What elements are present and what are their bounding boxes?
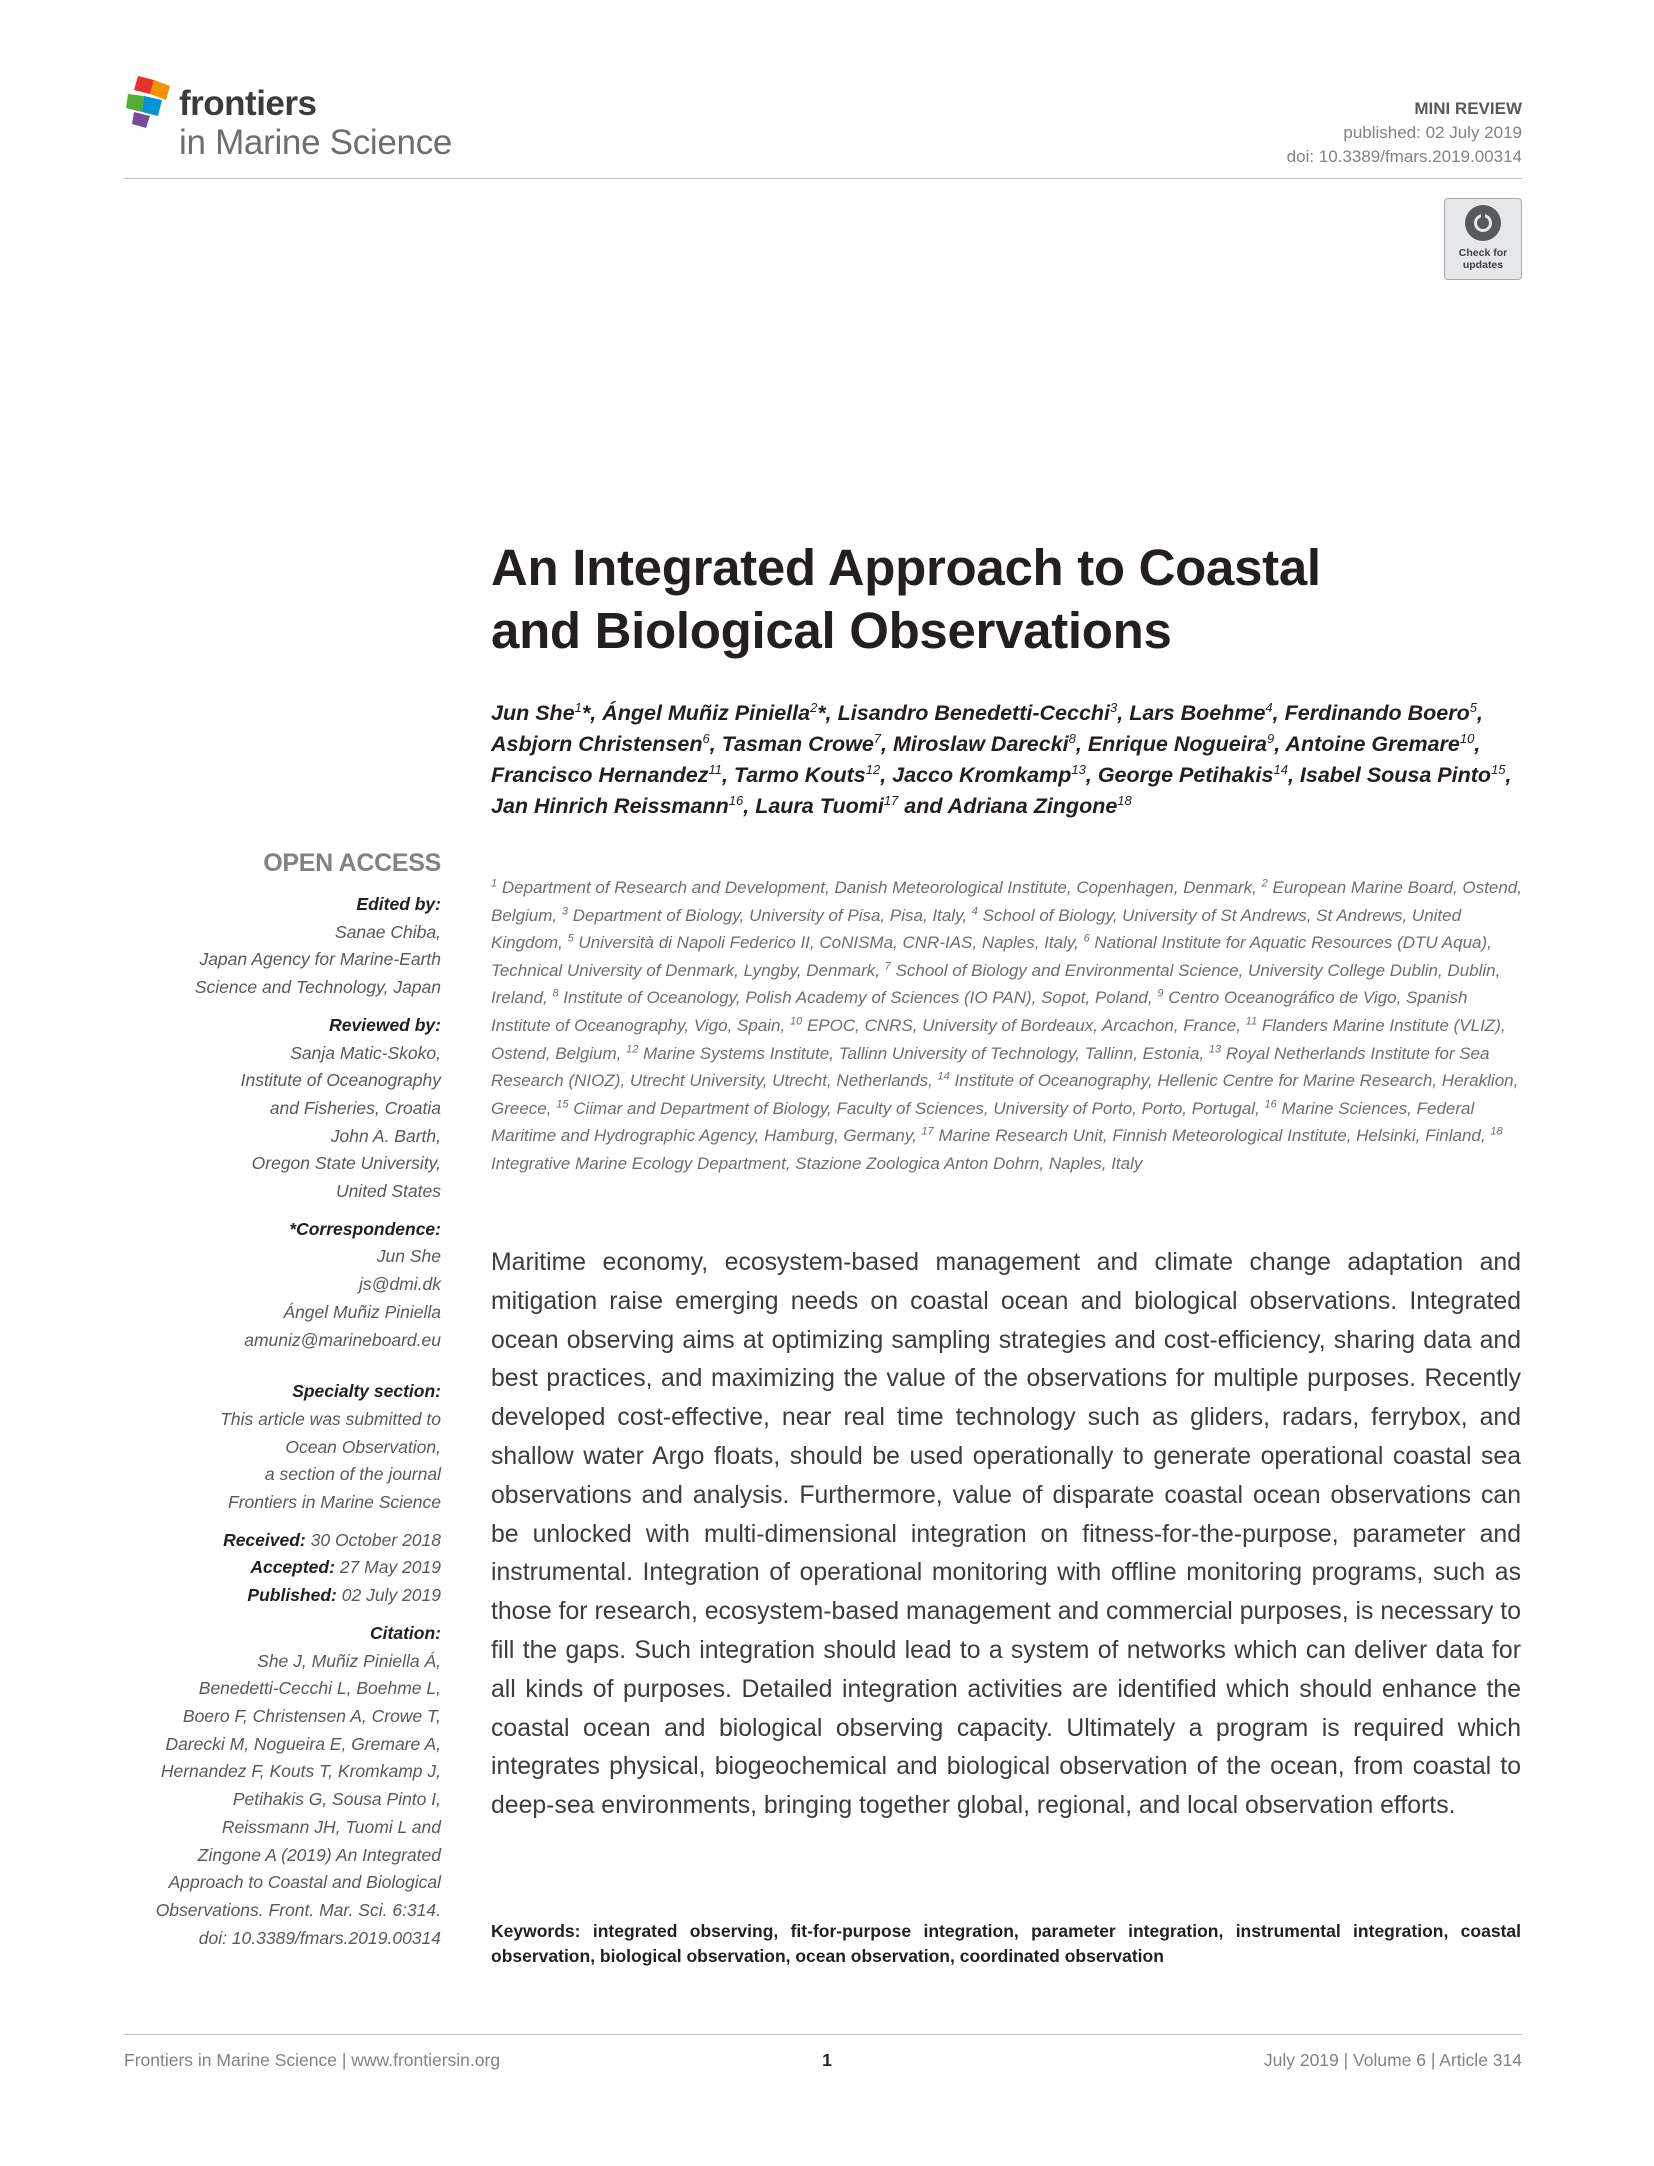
affiliation-text: Università di Napoli Federico II, CoNISMa, CNR-IAS, Naples, Italy, [578, 933, 1079, 953]
author-corresponding-mark: * [817, 701, 826, 725]
keywords [491, 1919, 1521, 1969]
correspondence-name: Jun She [376, 1246, 441, 1267]
received-label: Received: [223, 1529, 306, 1550]
affiliation-number: 18 [1490, 1125, 1503, 1138]
citation-label: Citation: [370, 1622, 441, 1643]
affiliation-number: 15 [556, 1098, 569, 1111]
specialty-section-label: Specialty section: [292, 1381, 441, 1402]
affiliation-text: Institute of Oceanology, Polish Academy of Sciences (IO PAN), Sopot, Poland, [563, 988, 1153, 1008]
affiliation-number: 13 [1208, 1042, 1222, 1055]
author[interactable] [602, 701, 825, 725]
reviewer-line: Oregon State University, [251, 1153, 441, 1174]
affiliation-number: 9 [1157, 987, 1164, 1000]
published-value: 02 July 2019 [341, 1585, 441, 1606]
affiliation [568, 933, 1079, 952]
reviewer-line: Institute of Oceanography [240, 1070, 441, 1091]
page-number: 1 [822, 2050, 832, 2070]
brand-name: frontiers [179, 84, 317, 123]
affiliation [556, 1099, 1260, 1118]
author-affiliation-number: 12 [865, 761, 881, 777]
check-for-updates-badge[interactable] [1444, 198, 1522, 280]
citation-line: Observations. Front. Mar. Sci. 6:314. [155, 1899, 441, 1920]
author[interactable] [893, 732, 1076, 756]
author-affiliation-number: 14 [1273, 761, 1288, 777]
affiliation-text: Royal Netherlands Institute for Sea Research (NIOZ), Utrecht University, Utrecht, Netherlands, [491, 1043, 1490, 1091]
affiliation-number: 17 [921, 1125, 934, 1138]
affiliation [922, 1126, 1486, 1145]
affiliation-number: 1 [491, 877, 498, 890]
affiliation-text: National Institute for Aquatic Resources (DTU Aqua), Technical University of Denmark, Lyngby, Denmark, [491, 933, 1492, 980]
citation-line: She J, Muñiz Piniella Á, [257, 1650, 441, 1671]
correspondence-name: Ángel Muñiz Piniella [283, 1301, 441, 1322]
affiliation-text: School of Biology, University of St Andrews, St Andrews, United Kingdom, [491, 905, 1462, 953]
author[interactable] [1088, 732, 1274, 756]
author-affiliation-number: 15 [1491, 761, 1506, 777]
specialty-line: Ocean Observation, [285, 1436, 441, 1457]
editor-line: Japan Agency for Marine-Earth [199, 949, 441, 970]
footer-journal-link[interactable]: Frontiers in Marine Science | www.frontiersin.org [124, 2050, 501, 2070]
author-affiliation-number: 3 [1110, 699, 1118, 715]
affiliation-list [491, 874, 1522, 1178]
reviewer-line: United States [335, 1181, 441, 1202]
affiliation-text: Marine Sciences, Federal Maritime and Hydrographic Agency, Hamburg, Germany, [491, 1098, 1475, 1146]
editor-line: Sanae Chiba, [334, 921, 441, 942]
author-name: Lars Boehme [1129, 701, 1266, 725]
citation-line: Boero F, Christensen A, Crowe T, [182, 1705, 441, 1726]
author-affiliation-number: 16 [728, 792, 744, 808]
citation-line: Approach to Coastal and Biological [168, 1872, 441, 1893]
published-label: Published: [247, 1585, 337, 1606]
author-affiliation-number: 2 [810, 699, 818, 715]
author-affiliation-number: 5 [1469, 699, 1477, 715]
affiliation [626, 1044, 1204, 1063]
correspondence-label: *Correspondence: [289, 1218, 441, 1239]
affiliation-text: Institute of Oceanography, Hellenic Centre for Marine Research, Heraklion, Greece, [491, 1071, 1519, 1118]
citation-line: Petihakis G, Sousa Pinto I, [232, 1789, 441, 1810]
affiliation-text: Department of Research and Development, Danish Meteorological Institute, Copenhagen, Denmark, [501, 878, 1257, 897]
received-value: 30 October 2018 [310, 1529, 441, 1550]
author-name: Ángel Muñiz Piniella [602, 701, 811, 725]
article-title [491, 536, 1531, 662]
reviewed-by-label: Reviewed by: [329, 1014, 441, 1035]
affiliation-number: 16 [1264, 1098, 1277, 1111]
author[interactable] [948, 794, 1132, 818]
abstract: Maritime economy, ecosystem-based management and climate change adaptation and mitigation raise emerging needs on coastal ocean and biological observations. Integrated ocean observing aims at optimizing sampling strategies and cost-efficiency, sharing data and best practices, and maximizing the value of the observations for multiple purposes. Recently developed cost-effective, near real time technology such as gliders, radars, ferrybox, and shallow water Argo floats, should be used operationally to generate operational coastal sea observations and analysis. Furthermore, value of disparate coastal ocean observations can be unlocked with multi-dimensional integration on fitness-for-the-purpose, parameter and instrumental. Integration of operational monitoring with offline monitoring programs, such as those for research, ecosystem-based management and commercial purposes, is necessary to fill the gaps. Such integration should lead to a system of networks which can deliver data for all kinds of purposes. Detailed integration activities are identified which should enhance the coastal ocean and biological observing capacity. Ultimately a program is required which integrates physical, biogeochemical and biological observation of the ocean, from coastal to deep-sea environments, bringing together global, regional, and local observation efforts. [491, 1249, 1521, 1820]
author[interactable] [892, 763, 1086, 787]
author[interactable] [755, 794, 898, 818]
affiliation-number: 7 [884, 960, 891, 973]
affiliation-text: Marine Systems Institute, Tallinn University of Technology, Tallinn, Estonia, [643, 1043, 1205, 1063]
affiliation-number: 4 [971, 904, 978, 917]
affiliation [790, 1016, 1241, 1035]
author-affiliation-number: 18 [1117, 792, 1132, 808]
editor-line: Science and Technology, Japan [194, 977, 441, 998]
affiliation-text: Flanders Marine Institute (VLIZ), Ostend, Belgium, [491, 1015, 1506, 1063]
author[interactable] [491, 732, 710, 756]
journal-name: in Marine Science [179, 123, 453, 162]
keywords-text: integrated observing, fit-for-purpose integration, parameter integration, instrumental integration, coastal observation, biological observation, ocean observation, coordinated observation [491, 1921, 1521, 1966]
header-divider [124, 178, 1522, 179]
author-name: Isabel Sousa Pinto [1299, 763, 1492, 787]
affiliation-number: 8 [552, 987, 559, 1000]
open-access-label: OPEN ACCESS [263, 849, 441, 877]
accepted-date [124, 1554, 441, 1582]
article-doi[interactable]: doi: 10.3389/fmars.2019.00314 [1286, 147, 1522, 166]
author[interactable] [1285, 701, 1477, 725]
affiliation-number: 12 [626, 1042, 639, 1055]
reviewer-line: Sanja Matic-Skoko, [290, 1042, 441, 1063]
edited-by-label: Edited by: [356, 894, 441, 914]
author-affiliation-number: 17 [883, 792, 899, 808]
correspondence-email[interactable]: amuniz@marineboard.eu [244, 1329, 441, 1350]
specialty-line: This article was submitted to [220, 1408, 441, 1429]
affiliation [552, 988, 1152, 1007]
author-affiliation-number: 9 [1267, 730, 1275, 746]
affiliation-text: European Marine Board, Ostend, Belgium, [491, 878, 1522, 925]
author[interactable] [1098, 763, 1288, 787]
reviewer-line: and Fisheries, Croatia [269, 1097, 441, 1118]
author-name: Laura Tuomi [755, 794, 884, 818]
author-list: Jun She$^1$*, Ángel Muñiz Piniella$^2$*, Lisandro Benedetti-Cecchi$^3$, Lars Boehme$^4$, Ferdinando Boero$^5$, Asbjorn Christensen$^6$, Tasman Crowe$^7$, Miroslaw Darecki$^8$, Enrique Nogueira$^9$, Antoine Gremare$^{10}$, Francisco Hernandez$^{11}$, Tarmo Kouts$^{12}$, Jacco Kromkamp$^{13}$, George Petihakis$^{14}$, Isabel Sousa Pinto$^{15}$, Jan Hinrich Reissmann$^{16}$, Laura Tuomi$^{17}$ and Adriana Zingone$^{18}$ [491, 699, 1512, 818]
correspondence-email[interactable]: js@dmi.dk [359, 1274, 441, 1295]
author-affiliation-number: 13 [1071, 761, 1086, 777]
citation-line: Hernandez F, Kouts T, Kromkamp J, [160, 1761, 441, 1782]
author-name: Lisandro Benedetti-Cecchi [837, 701, 1111, 725]
author-name: Tarmo Kouts [733, 763, 866, 787]
accepted-value: 27 May 2019 [339, 1557, 441, 1578]
author-affiliation-number: 1 [574, 699, 582, 715]
frontiers-logo-icon [124, 74, 180, 130]
author[interactable] [722, 732, 881, 756]
accepted-label: Accepted: [250, 1557, 335, 1578]
received-date [124, 1527, 441, 1555]
published-date: published: 02 July 2019 [1343, 123, 1522, 142]
affiliation-text: School of Biology and Environmental Science, University College Dublin, Dublin, Ireland, [491, 960, 1501, 1008]
reviewer-line: John A. Barth, [330, 1125, 441, 1146]
affiliation-number: 3 [561, 904, 568, 917]
author-name: Enrique Nogueira [1087, 732, 1268, 756]
author-name: Miroslaw Darecki [892, 732, 1069, 756]
author-name: Jun She [491, 701, 575, 725]
author-name: Ferdinando Boero [1284, 701, 1470, 725]
article-sidebar [124, 845, 441, 1952]
journal-logo [124, 66, 544, 176]
citation-line: Reissmann JH, Tuomi L and [221, 1816, 441, 1837]
title-line-2: and Biological Observations [491, 602, 1172, 659]
citation-line: Benedetti-Cecchi L, Boehme L, [198, 1678, 441, 1699]
citation-line[interactable]: doi: 10.3389/fmars.2019.00314 [198, 1927, 441, 1948]
author[interactable] [1300, 763, 1506, 787]
author-name: Jan Hinrich Reissmann [491, 794, 729, 818]
footer-divider [124, 2034, 1522, 2035]
affiliation-text: Centro Oceanográfico de Vigo, Spanish Institute of Oceanography, Vigo, Spain, [491, 988, 1468, 1035]
author[interactable] [491, 701, 590, 725]
author-affiliation-number: 7 [873, 730, 882, 746]
check-updates-icon [1465, 205, 1501, 241]
article-type: MINI REVIEW [1414, 99, 1522, 118]
author-affiliation-number: 8 [1068, 730, 1076, 746]
affiliation-text: Ciimar and Department of Biology, Faculty of Sciences, University of Porto, Porto, Portugal, [573, 1098, 1260, 1118]
affiliation [562, 906, 967, 925]
affiliation-number: 14 [937, 1070, 950, 1083]
specialty-line: Frontiers in Marine Science [228, 1492, 441, 1513]
affiliation-number: 11 [1245, 1015, 1258, 1028]
author-name: George Petihakis [1097, 763, 1274, 787]
affiliation-number: 10 [789, 1015, 803, 1028]
author-name: Antoine Gremare [1285, 732, 1460, 756]
author-name: Francisco Hernandez [491, 763, 709, 787]
author-corresponding-mark: * [581, 701, 591, 725]
citation-line: Darecki M, Nogueira E, Gremare A, [165, 1733, 441, 1754]
author[interactable] [491, 794, 743, 818]
keywords-label: Keywords: [491, 1921, 581, 1941]
affiliation [491, 878, 1257, 897]
citation-line: Zingone A (2019) An Integrated [197, 1844, 441, 1865]
check-updates-label: Check for updates [1458, 247, 1508, 271]
affiliation-text: EPOC, CNRS, University of Bordeaux, Arcachon, France, [806, 1015, 1241, 1035]
author-name: Asbjorn Christensen [491, 732, 703, 756]
affiliation-number: 5 [567, 932, 574, 945]
affiliation-number: 2 [1261, 877, 1268, 890]
author[interactable] [734, 763, 880, 787]
affiliation-text: Marine Research Unit, Finnish Meteorological Institute, Helsinki, Finland, [938, 1126, 1486, 1146]
author[interactable] [1129, 701, 1272, 725]
affiliation-text: Integrative Marine Ecology Department, Stazione Zoologica Anton Dohrn, Naples, Italy [491, 1153, 1143, 1173]
published-date-sidebar [124, 1582, 441, 1610]
author-affiliation-number: 4 [1265, 699, 1273, 715]
affiliation-number: 6 [1083, 932, 1090, 945]
author-affiliation-number: 10 [1459, 730, 1475, 746]
affiliation-text: Department of Biology, University of Pisa, Pisa, Italy, [572, 905, 968, 925]
article-meta [1287, 97, 1522, 169]
author[interactable] [491, 763, 722, 787]
author-affiliation-number: 6 [702, 730, 710, 746]
author[interactable] [1285, 732, 1474, 756]
title-line-1: An Integrated Approach to Coastal [491, 539, 1321, 596]
author-name: Jacco Kromkamp [892, 763, 1072, 787]
author-name: Adriana Zingone [947, 794, 1118, 818]
specialty-line: a section of the journal [264, 1464, 441, 1485]
author[interactable] [838, 701, 1118, 725]
author-affiliation-number: 11 [708, 761, 722, 777]
footer-issue-info: July 2019 | Volume 6 | Article 314 [1263, 2050, 1522, 2070]
author-name: Tasman Crowe [721, 732, 874, 756]
